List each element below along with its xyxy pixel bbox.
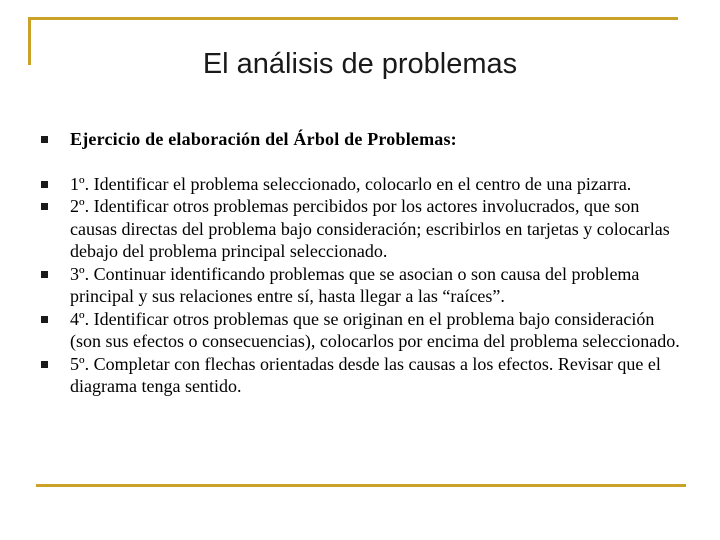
list-item	[36, 263, 686, 308]
step-text: 3º. Continuar identificando problemas que se asocian o son causa del problema principal y sus relaciones entre sí, hasta llegar a las “raíces”.	[70, 263, 640, 306]
step-text: 2º. Identificar otros problemas percibidos por los actores involucrados, que son causas directas del problema bajo consideración; escribirlos en tarjetas y colocarlas debajo del problema principal seleccionado.	[70, 196, 670, 261]
list-item	[36, 308, 686, 353]
list-item-heading	[36, 128, 686, 151]
step-text: 4º. Identificar otros problemas que se originan en el problema bajo consideración (son sus efectos o consecuencias), colocarlos por encima del problema seleccionado.	[70, 308, 680, 351]
bottom-border-line	[36, 484, 686, 487]
square-bullet-icon	[41, 181, 48, 188]
top-border-line	[28, 17, 678, 20]
list-item	[36, 195, 686, 263]
square-bullet-icon	[41, 203, 48, 210]
square-bullet-icon	[41, 361, 48, 368]
list-item	[36, 173, 686, 196]
exercise-heading: Ejercicio de elaboración del Árbol de Problemas:	[70, 129, 457, 149]
square-bullet-icon	[41, 271, 48, 278]
step-text: 1º. Identificar el problema seleccionado, colocarlo en el centro de una pizarra.	[70, 173, 632, 194]
list-item	[36, 353, 686, 398]
square-bullet-icon	[41, 136, 48, 143]
step-text: 5º. Completar con flechas orientadas desde las causas a los efectos. Revisar que el diagrama tenga sentido.	[70, 353, 661, 396]
slide-title: El análisis de problemas	[202, 48, 518, 80]
slide-body	[36, 128, 686, 398]
square-bullet-icon	[41, 316, 48, 323]
